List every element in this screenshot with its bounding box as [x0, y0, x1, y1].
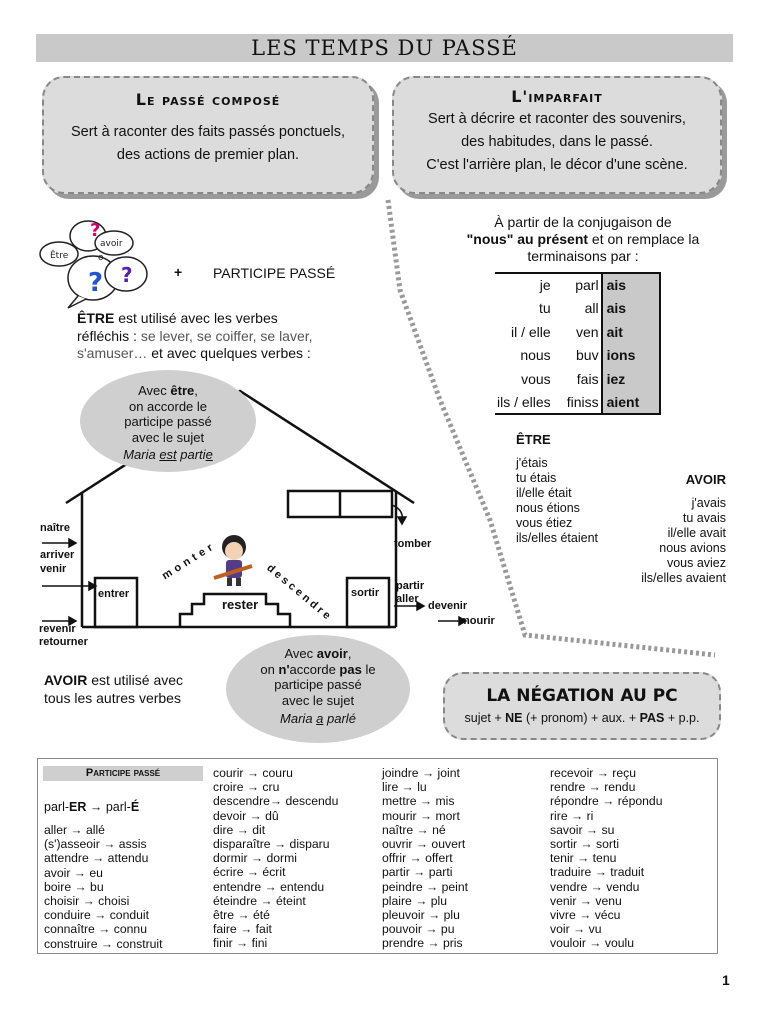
pp-entry: croire → cru	[213, 780, 280, 795]
pp-entry: conduire → conduit	[44, 908, 150, 923]
label-devenir: devenir	[428, 600, 468, 612]
avoir-conjugation: AVOIR j'avais tu avais il/elle avait nous avions vous aviez ils/elles avaient	[641, 472, 726, 585]
pp-entry: sortir → sorti	[550, 837, 620, 852]
label-aller: aller	[396, 593, 419, 605]
pp-entry: prendre → pris	[382, 936, 463, 951]
label-arriver: arriver	[40, 549, 75, 561]
pp-entry: être → été	[213, 908, 270, 923]
pp-entry: venir → venu	[550, 893, 622, 908]
pp-entry: rire → ri	[550, 808, 594, 823]
conjugation-row	[495, 273, 660, 297]
conjugation-stem: buv	[576, 347, 599, 364]
pp-entry: ouvrir → ouvert	[382, 837, 466, 852]
avoir-rule: AVOIR est utilisé avec tous les autres verbes	[44, 672, 184, 706]
imparfait-line-3: C'est l'arrière plan, le décor d'une scène.	[426, 157, 688, 173]
pp-entry: descendre→ descendu	[213, 794, 339, 809]
pp-entry: naître → né	[382, 822, 446, 837]
etre-rule: ÊTRE est utilisé avec les verbes réfléchis : se lever, se coiffer, se laver, s'amuser… et avec quelques verbes :	[77, 310, 313, 361]
bubble-etre: Être	[50, 251, 69, 261]
pp-column-2	[213, 766, 338, 951]
pp-entry: attendre → attendu	[44, 851, 149, 866]
pp-entry: boire → bu	[44, 879, 104, 894]
pp-entry: choisir → choisi	[44, 894, 130, 909]
label-entrer: entrer	[98, 588, 130, 600]
pp-entry: lire → lu	[382, 780, 427, 795]
label-retourner: retourner	[39, 636, 88, 648]
pp-entry: voir → vu	[550, 922, 602, 937]
pp-entry: pouvoir → pu	[382, 922, 455, 937]
conjugation-pronoun: vous	[521, 370, 551, 387]
pp-entry: entendre → entendu	[213, 879, 325, 894]
label-sortir: sortir	[351, 587, 380, 599]
pp-entry: recevoir → reçu	[550, 766, 637, 780]
pp-entry: tenir → tenu	[550, 851, 617, 866]
negation-title: LA NÉGATION AU PC	[486, 686, 678, 706]
conjugation-stem: ven	[576, 323, 599, 340]
negation-formula: sujet + NE (+ pronom) + aux. + PAS + p.p.	[464, 711, 700, 725]
conjugation-row	[495, 367, 660, 391]
pp-entry: mourir → mort	[382, 808, 460, 823]
conjugation-pronoun: je	[539, 277, 551, 294]
pp-entry: disparaître → disparu	[213, 837, 330, 852]
conjugation-ending: ait	[602, 320, 660, 344]
pp-entry: savoir → su	[550, 822, 615, 837]
imparfait-title: L'imparfait	[511, 87, 603, 106]
pp-entry: offrir → offert	[382, 851, 453, 866]
conjugation-ending: ais	[602, 273, 660, 297]
pp-entry: traduire → traduit	[550, 865, 645, 880]
pp-entry: construire → construit	[44, 936, 163, 951]
pp-entry: avoir → eu	[44, 865, 103, 880]
pp-entry: courir → couru	[213, 766, 293, 780]
label-naitre: naître	[40, 522, 70, 534]
pp-entry: devoir → dû	[213, 808, 279, 823]
pp-entry: vivre → vécu	[550, 908, 621, 923]
label-partir: partir	[396, 580, 425, 592]
pp-entry: connaître → connu	[44, 922, 147, 937]
label-revenir: revenir	[39, 623, 76, 635]
label-mourir: mourir	[460, 615, 495, 627]
pp-header: Participe passé	[43, 766, 203, 781]
pp-entry: dire → dit	[213, 822, 266, 837]
passe-compose-title: Le passé composé	[135, 90, 281, 109]
conjugation-ending: iez	[602, 367, 660, 391]
etre-conjugation: ÊTRE j'étais tu étais il/elle était nous étions vous étiez ils/elles étaient	[516, 432, 598, 545]
participe-passe-label: PARTICIPE PASSÉ	[213, 265, 336, 281]
conjugation-row	[495, 320, 660, 344]
pp-entry: mettre → mis	[382, 794, 455, 809]
page-title: LES TEMPS DU PASSÉ	[36, 34, 733, 62]
conjugation-pronoun: ils / elles	[497, 393, 551, 410]
svg-text:?: ?	[90, 220, 101, 241]
conjugation-row	[495, 391, 660, 415]
conjugation-stem: fais	[576, 370, 599, 387]
bubble-avoir: avoir	[100, 239, 123, 249]
pp-entry: aller → allé	[44, 823, 105, 837]
conjugation-stem: all	[584, 300, 599, 317]
pp-entry: (s')asseoir → assis	[44, 837, 147, 852]
pp-entry: plaire → plu	[382, 893, 448, 908]
pp-column-1	[44, 823, 163, 951]
pp-rule: parl-ER → parl-É	[44, 800, 140, 814]
pp-column-4	[550, 766, 662, 951]
conjugation-stem: parl	[575, 277, 599, 294]
pp-entry: répondre → répondu	[550, 794, 663, 809]
pp-entry: dormir → dormi	[213, 851, 297, 866]
conjugation-ending: ions	[602, 344, 660, 368]
pp-entry: écrire → écrit	[213, 865, 286, 880]
label-venir: venir	[40, 563, 67, 575]
conjugation-pronoun: tu	[539, 300, 551, 317]
passe-compose-line-1: Sert à raconter des faits passés ponctuels,	[70, 124, 346, 140]
oval-etre-agreement: Avec être, on accorde le participe passé avec le sujet Maria est partie	[80, 370, 256, 472]
pp-entry: pleuvoir → plu	[382, 908, 460, 923]
conjugation-pronoun: il / elle	[511, 323, 551, 340]
pp-entry: éteindre → éteint	[213, 893, 306, 908]
conjugation-pronoun: nous	[520, 347, 551, 364]
pp-entry: faire → fait	[213, 922, 272, 937]
pp-entry: peindre → peint	[382, 879, 469, 894]
imparfait-rule: À partir de la conjugaison de "nous" au présent et on remplace la terminaisons par :	[466, 214, 700, 264]
pp-entry: vendre → vendu	[550, 879, 640, 894]
pp-entry: partir → parti	[382, 865, 453, 880]
svg-text:o: o	[98, 253, 104, 263]
label-descendre: descendre	[264, 562, 335, 624]
conjugation-row	[495, 297, 660, 321]
passe-compose-line-2: des actions de premier plan.	[116, 147, 300, 163]
conjugation-ending: aient	[602, 391, 660, 415]
imparfait-line-2: des habitudes, dans le passé.	[461, 134, 653, 150]
pp-entry: vouloir → voulu	[550, 936, 634, 951]
label-monter: monter	[160, 539, 219, 583]
participe-passe-table	[37, 758, 718, 954]
page-number: 1	[722, 972, 730, 988]
conjugation-stem: finiss	[566, 393, 599, 410]
pp-column-3	[382, 766, 468, 951]
label-tomber: tomber	[394, 538, 432, 550]
imparfait-endings-table	[495, 272, 661, 415]
oval-avoir-agreement: Avec avoir, on n'accorde pas le participe passé avec le sujet Maria a parlé	[226, 635, 410, 743]
pp-entry: joindre → joint	[382, 766, 460, 780]
pp-entry: finir → fini	[213, 936, 268, 951]
plus-sign: +	[174, 264, 183, 280]
conjugation-row	[495, 344, 660, 368]
negation-card	[443, 672, 721, 740]
svg-text:?: ?	[121, 263, 133, 287]
label-rester: rester	[222, 597, 259, 612]
conjugation-ending: ais	[602, 297, 660, 321]
pp-entry: rendre → rendu	[550, 780, 636, 795]
svg-text:?: ?	[88, 268, 104, 298]
imparfait-line-1: Sert à décrire et raconter des souvenirs,	[428, 111, 686, 127]
